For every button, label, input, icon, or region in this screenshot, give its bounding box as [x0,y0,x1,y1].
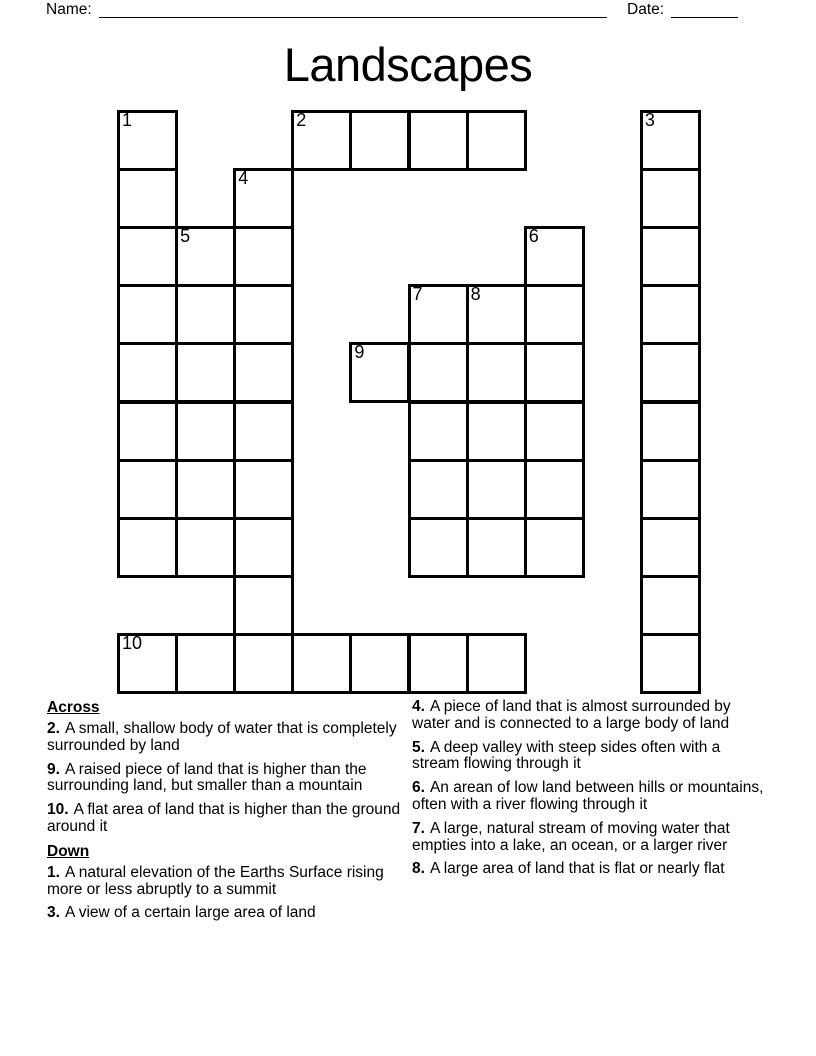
clue-number: 9. [47,760,60,778]
clue-number: 10. [47,801,69,819]
grid-cell[interactable] [117,633,178,694]
grid-cell[interactable] [233,226,294,287]
cell-number: 4 [238,168,249,189]
grid-cell[interactable] [117,342,178,403]
clue-text: A view of a certain large area of land [64,904,316,922]
clue-number: 3. [47,904,60,922]
grid-cell[interactable] [175,459,236,520]
grid-cell[interactable] [117,517,178,578]
grid-cell[interactable] [640,226,701,287]
grid-cell[interactable] [466,459,527,520]
clue-number: 8. [412,860,425,878]
clue-text: A large area of land that is flat or nearly flat [429,860,725,878]
cell-number: 5 [180,226,191,247]
grid-cell[interactable] [408,459,469,520]
clue-text: A natural elevation of the Earths Surface rising more or less abruptly to a summit [47,863,384,898]
date-blank-line[interactable] [671,17,738,18]
grid-cell[interactable] [117,459,178,520]
grid-cell[interactable] [175,342,236,403]
grid-cell[interactable] [466,342,527,403]
grid-cell[interactable] [408,110,469,171]
grid-cell[interactable] [233,168,294,229]
clue-number: 5. [412,738,425,756]
clues-column-right [412,699,764,885]
grid-cell[interactable] [291,633,352,694]
clue-item [47,865,413,899]
puzzle-title: Landscapes [283,38,533,91]
clue-item [412,861,764,878]
clue-text: A deep valley with steep sides often with a stream flowing through it [412,738,721,773]
clues-column-left [47,699,413,929]
grid-cell[interactable] [466,110,527,171]
clue-item [47,721,413,755]
grid-cell[interactable] [175,633,236,694]
grid-cell[interactable] [117,284,178,345]
grid-cell[interactable] [466,284,527,345]
clue-item [47,762,413,796]
grid-cell[interactable] [175,226,236,287]
clue-item [47,802,413,836]
grid-cell[interactable] [524,284,585,345]
grid-cell[interactable] [291,110,352,171]
grid-cell[interactable] [466,517,527,578]
grid-cell[interactable] [175,517,236,578]
grid-cell[interactable] [408,633,469,694]
cell-number: 3 [644,110,655,130]
clue-number: 1. [47,863,60,881]
grid-cell[interactable] [349,342,410,403]
cell-number: 10 [122,632,143,653]
clue-item [47,905,413,922]
grid-cell[interactable] [640,575,701,636]
grid-cell[interactable] [640,459,701,520]
grid-cell[interactable] [233,633,294,694]
clue-item [412,740,764,774]
grid-cell[interactable] [408,342,469,403]
grid-cell[interactable] [640,517,701,578]
grid-cell[interactable] [117,168,178,229]
grid-cell[interactable] [408,284,469,345]
clue-item [412,699,764,733]
grid-cell[interactable] [408,401,469,462]
grid-cell[interactable] [466,633,527,694]
grid-cell[interactable] [466,401,527,462]
grid-cell[interactable] [640,401,701,462]
grid-cell[interactable] [117,401,178,462]
grid-cell[interactable] [233,575,294,636]
date-label: Date: [627,1,665,18]
grid-cell[interactable] [117,110,178,171]
grid-cell[interactable] [175,284,236,345]
grid-cell[interactable] [408,517,469,578]
grid-cell[interactable] [640,110,701,171]
grid-cell[interactable] [524,459,585,520]
grid-cell[interactable] [233,284,294,345]
name-label: Name: [46,1,92,18]
name-blank-line[interactable] [99,17,607,18]
grid-cell[interactable] [233,342,294,403]
cell-number: 6 [528,226,539,247]
grid-cell[interactable] [349,110,410,171]
cell-number: 7 [412,284,423,305]
clue-number: 7. [412,819,425,837]
cell-number: 8 [470,284,481,305]
cell-number: 9 [354,342,365,363]
grid-cell[interactable] [640,342,701,403]
clue-text: A piece of land that is almost surrounded by water and is connected to a large body of land [412,698,731,732]
clue-text: A raised piece of land that is higher than the surrounding land, but smaller than a mountain [47,760,367,795]
grid-cell[interactable] [640,633,701,694]
grid-cell[interactable] [175,401,236,462]
grid-cell[interactable] [524,226,585,287]
grid-cell[interactable] [233,401,294,462]
clue-text: A small, shallow body of water that is completely surrounded by land [47,720,397,754]
grid-cell[interactable] [524,401,585,462]
grid-cell[interactable] [233,517,294,578]
grid-cell[interactable] [640,168,701,229]
grid-cell[interactable] [233,459,294,520]
clue-number: 4. [412,698,425,715]
grid-cell[interactable] [524,342,585,403]
down-heading: Down [47,842,90,860]
clue-item [412,780,764,814]
grid-cell[interactable] [524,517,585,578]
grid-cell[interactable] [640,284,701,345]
clue-text: A large, natural stream of moving water that empties into a lake, an ocean, or a larger river [412,819,730,854]
grid-cell[interactable] [349,633,410,694]
clue-number: 6. [412,779,425,797]
grid-cell[interactable] [117,226,178,287]
clue-text: A flat area of land that is higher than the ground around it [47,801,401,835]
cell-number: 2 [296,110,307,130]
clue-item [412,821,764,855]
clue-text: An arean of low land between hills or mountains, often with a river flowing through it [412,779,764,813]
clue-number: 2. [47,720,60,737]
cell-number: 1 [122,110,133,130]
across-heading: Across [47,699,100,716]
